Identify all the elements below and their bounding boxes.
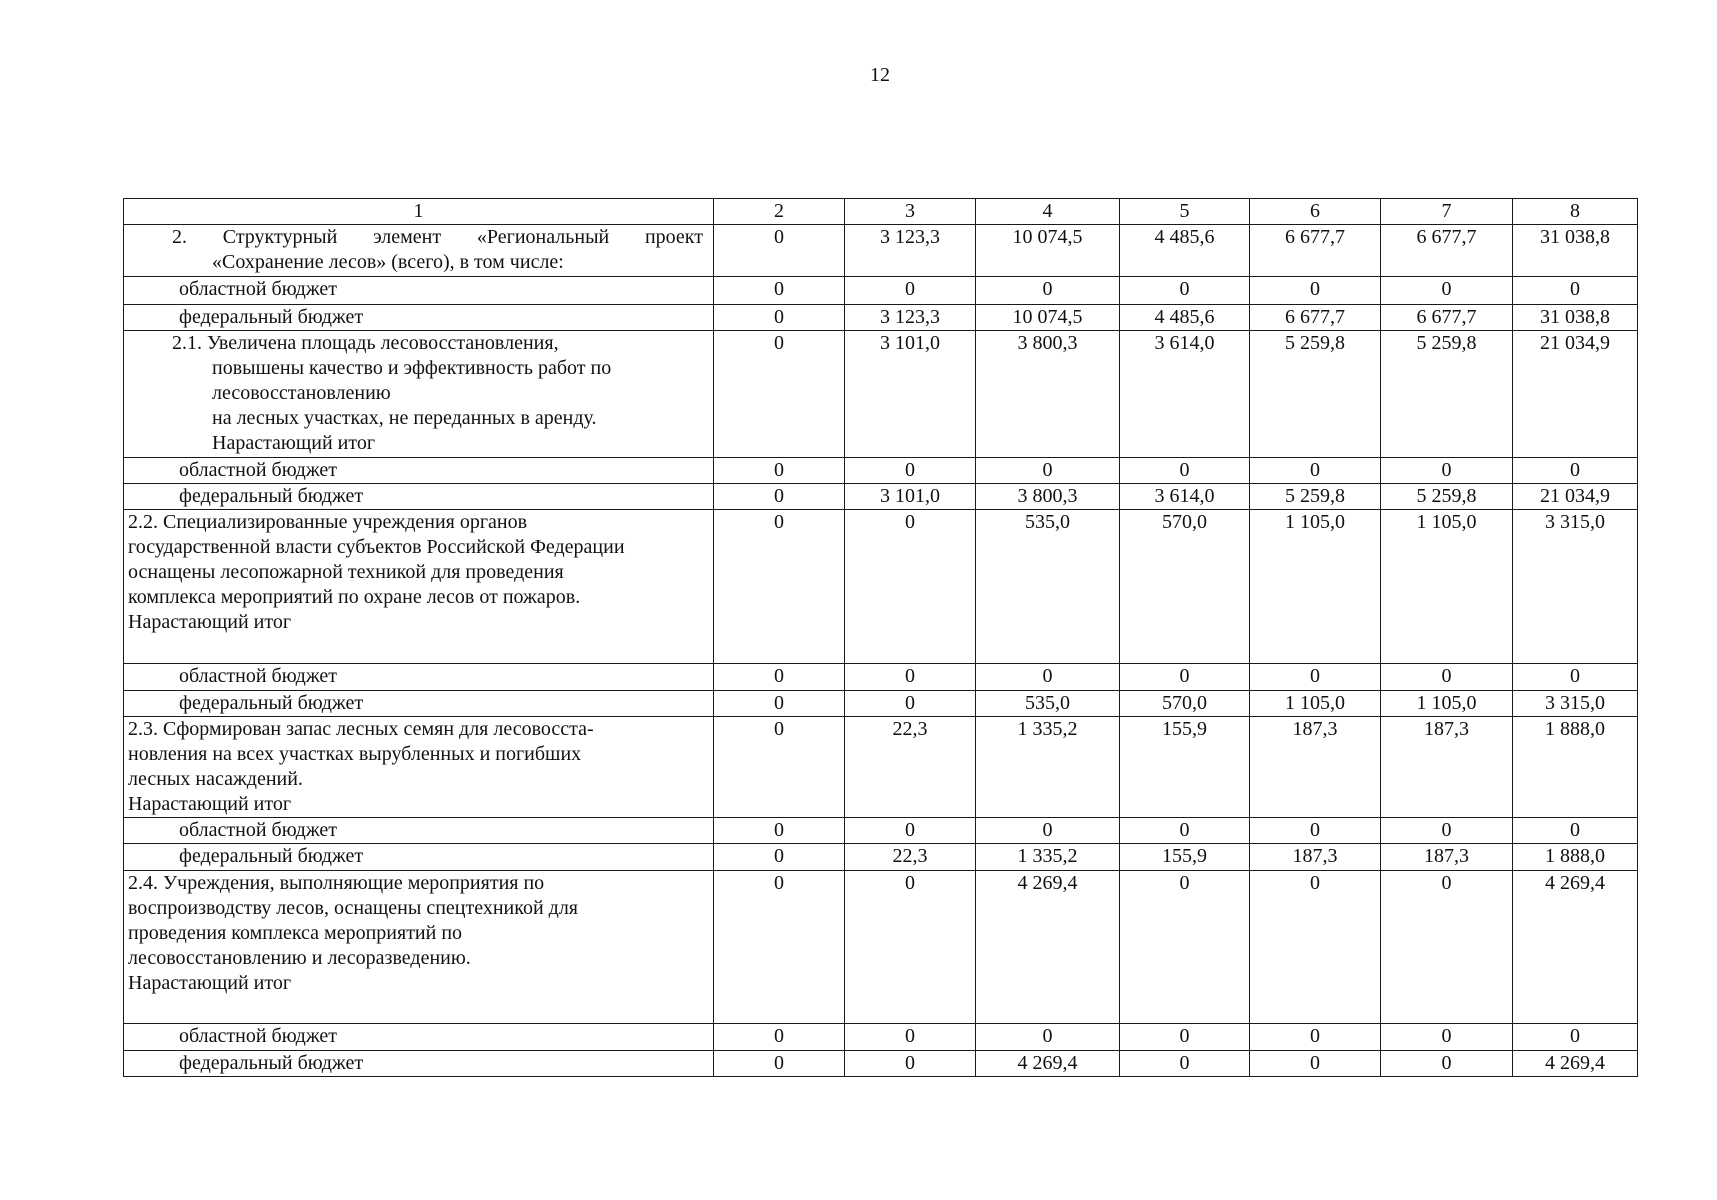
value-cell: 0 xyxy=(976,277,1120,305)
value-cell: 6 677,7 xyxy=(1381,305,1513,331)
value-cell: 1 105,0 xyxy=(1381,510,1513,664)
value-cell: 3 800,3 xyxy=(976,484,1120,510)
budget-source-label: федеральный бюджет xyxy=(124,1051,714,1077)
budget-source-row xyxy=(124,277,1638,305)
value-cell: 535,0 xyxy=(976,510,1120,664)
value-cell: 0 xyxy=(845,818,976,844)
value-cell: 0 xyxy=(1250,1051,1381,1077)
budget-source-row xyxy=(124,484,1638,510)
value-cell: 22,3 xyxy=(845,717,976,818)
budget-source-label: областной бюджет xyxy=(124,1024,714,1051)
value-cell: 0 xyxy=(714,458,845,484)
value-cell: 0 xyxy=(845,1051,976,1077)
value-cell: 0 xyxy=(714,225,845,277)
budget-source-label: федеральный бюджет xyxy=(124,691,714,717)
result-description xyxy=(124,331,714,458)
value-cell: 0 xyxy=(1250,664,1381,691)
value-cell: 3 101,0 xyxy=(845,484,976,510)
structural-element-label xyxy=(124,225,714,277)
value-cell: 0 xyxy=(1513,818,1638,844)
value-cell: 0 xyxy=(976,1024,1120,1051)
page-number: 12 xyxy=(870,64,890,86)
value-cell: 31 038,8 xyxy=(1513,305,1638,331)
value-cell: 0 xyxy=(976,664,1120,691)
value-cell: 0 xyxy=(976,818,1120,844)
value-cell: 5 259,8 xyxy=(1250,484,1381,510)
value-cell: 1 105,0 xyxy=(1250,691,1381,717)
item-row xyxy=(124,510,1638,664)
budget-source-label: областной бюджет xyxy=(124,277,714,305)
budget-source-label: областной бюджет xyxy=(124,458,714,484)
value-cell: 4 269,4 xyxy=(1513,1051,1638,1077)
label-line: 2. Структурный элемент «Региональный проект xyxy=(172,226,703,248)
value-cell: 0 xyxy=(1381,1024,1513,1051)
value-cell: 1 888,0 xyxy=(1513,717,1638,818)
budget-source-label: областной бюджет xyxy=(124,818,714,844)
item-row xyxy=(124,225,1638,277)
value-cell: 0 xyxy=(714,305,845,331)
budget-source-label: федеральный бюджет xyxy=(124,484,714,510)
value-cell: 6 677,7 xyxy=(1250,225,1381,277)
label-line: «Сохранение лесов» (всего), в том числе: xyxy=(212,251,564,273)
value-cell: 0 xyxy=(845,664,976,691)
value-cell: 0 xyxy=(714,331,845,458)
value-cell: 0 xyxy=(1381,1051,1513,1077)
value-cell: 0 xyxy=(1120,1024,1250,1051)
value-cell: 0 xyxy=(845,458,976,484)
column-number-header: 8 xyxy=(1513,199,1638,225)
budget-table xyxy=(123,198,1638,1077)
value-cell: 1 105,0 xyxy=(1250,510,1381,664)
value-cell: 0 xyxy=(845,277,976,305)
value-cell: 0 xyxy=(714,1051,845,1077)
budget-source-row xyxy=(124,458,1638,484)
budget-source-label: федеральный бюджет xyxy=(124,844,714,871)
value-cell: 5 259,8 xyxy=(1381,484,1513,510)
table-header-row xyxy=(124,199,1638,225)
value-cell: 570,0 xyxy=(1120,691,1250,717)
result-description: 2.3. Сформирован запас лесных семян для лесовосста- новления на всех участках вырубленных и погибших лесных насаждений. Нарастающий итог xyxy=(124,717,714,818)
value-cell: 0 xyxy=(845,871,976,1024)
value-cell: 4 269,4 xyxy=(976,871,1120,1024)
result-description: 2.4. Учреждения, выполняющие мероприятия по воспроизводству лесов, оснащены спецтехникой для проведения комплекса мероприятий по лесовосстановлению и лесоразведению. Нарастающий итог xyxy=(124,871,714,1024)
value-cell: 5 259,8 xyxy=(1250,331,1381,458)
value-cell: 0 xyxy=(1250,1024,1381,1051)
budget-source-row xyxy=(124,1051,1638,1077)
value-cell: 0 xyxy=(1250,818,1381,844)
result-description: 2.2. Специализированные учреждения органов государственной власти субъектов Российской Федерации оснащены лесопожарной техникой для проведения комплекса мероприятий по охране лесов от пожаров. Нарастающий итог xyxy=(124,510,714,664)
budget-source-row xyxy=(124,664,1638,691)
value-cell: 10 074,5 xyxy=(976,305,1120,331)
value-cell: 4 485,6 xyxy=(1120,225,1250,277)
value-cell: 0 xyxy=(845,1024,976,1051)
budget-source-row xyxy=(124,818,1638,844)
value-cell: 1 105,0 xyxy=(1381,691,1513,717)
value-cell: 155,9 xyxy=(1120,717,1250,818)
column-number-header: 4 xyxy=(976,199,1120,225)
value-cell: 3 614,0 xyxy=(1120,331,1250,458)
value-cell: 0 xyxy=(714,1024,845,1051)
item-row xyxy=(124,331,1638,458)
column-number-header: 2 xyxy=(714,199,845,225)
value-cell: 31 038,8 xyxy=(1513,225,1638,277)
value-cell: 0 xyxy=(1120,664,1250,691)
value-cell: 0 xyxy=(1513,277,1638,305)
value-cell: 535,0 xyxy=(976,691,1120,717)
column-number-header: 1 xyxy=(124,199,714,225)
column-number-header: 7 xyxy=(1381,199,1513,225)
value-cell: 1 335,2 xyxy=(976,717,1120,818)
value-cell: 5 259,8 xyxy=(1381,331,1513,458)
value-cell: 3 123,3 xyxy=(845,305,976,331)
value-cell: 21 034,9 xyxy=(1513,484,1638,510)
value-cell: 0 xyxy=(1381,818,1513,844)
value-cell: 0 xyxy=(714,871,845,1024)
value-cell: 187,3 xyxy=(1381,844,1513,871)
value-cell: 0 xyxy=(714,844,845,871)
value-cell: 0 xyxy=(714,664,845,691)
value-cell: 22,3 xyxy=(845,844,976,871)
budget-source-row xyxy=(124,1024,1638,1051)
value-cell: 0 xyxy=(714,277,845,305)
value-cell: 0 xyxy=(976,458,1120,484)
value-cell: 0 xyxy=(1250,871,1381,1024)
label-line: 2.1. Увеличена площадь лесовосстановления, xyxy=(172,332,559,354)
value-cell: 0 xyxy=(1250,458,1381,484)
value-cell: 187,3 xyxy=(1250,717,1381,818)
value-cell: 0 xyxy=(845,691,976,717)
value-cell: 6 677,7 xyxy=(1250,305,1381,331)
value-cell: 0 xyxy=(714,818,845,844)
value-cell: 6 677,7 xyxy=(1381,225,1513,277)
budget-source-label: областной бюджет xyxy=(124,664,714,691)
budget-source-label: федеральный бюджет xyxy=(124,305,714,331)
item-row xyxy=(124,717,1638,818)
value-cell: 0 xyxy=(714,691,845,717)
value-cell: 0 xyxy=(1381,664,1513,691)
budget-source-row xyxy=(124,305,1638,331)
value-cell: 10 074,5 xyxy=(976,225,1120,277)
value-cell: 0 xyxy=(1513,1024,1638,1051)
value-cell: 3 614,0 xyxy=(1120,484,1250,510)
value-cell: 0 xyxy=(1513,458,1638,484)
value-cell: 187,3 xyxy=(1250,844,1381,871)
label-continuation: повышены качество и эффективность работ по лесовосстановлению на лесных участках, не переданных в аренду. Нарастающий итог xyxy=(212,357,612,454)
value-cell: 0 xyxy=(1120,818,1250,844)
column-number-header: 6 xyxy=(1250,199,1381,225)
value-cell: 3 800,3 xyxy=(976,331,1120,458)
budget-source-row xyxy=(124,691,1638,717)
value-cell: 0 xyxy=(1513,664,1638,691)
column-number-header: 3 xyxy=(845,199,976,225)
value-cell: 0 xyxy=(1120,871,1250,1024)
value-cell: 4 485,6 xyxy=(1120,305,1250,331)
budget-source-row xyxy=(124,844,1638,871)
value-cell: 1 888,0 xyxy=(1513,844,1638,871)
value-cell: 0 xyxy=(714,510,845,664)
value-cell: 0 xyxy=(1381,277,1513,305)
budget-table-wrapper xyxy=(123,198,1638,1077)
value-cell: 0 xyxy=(714,717,845,818)
value-cell: 3 101,0 xyxy=(845,331,976,458)
value-cell: 0 xyxy=(1381,458,1513,484)
value-cell: 0 xyxy=(1250,277,1381,305)
value-cell: 0 xyxy=(1120,458,1250,484)
value-cell: 4 269,4 xyxy=(976,1051,1120,1077)
value-cell: 3 315,0 xyxy=(1513,510,1638,664)
value-cell: 3 315,0 xyxy=(1513,691,1638,717)
value-cell: 1 335,2 xyxy=(976,844,1120,871)
value-cell: 21 034,9 xyxy=(1513,331,1638,458)
value-cell: 0 xyxy=(1120,277,1250,305)
value-cell: 0 xyxy=(714,484,845,510)
value-cell: 187,3 xyxy=(1381,717,1513,818)
value-cell: 155,9 xyxy=(1120,844,1250,871)
value-cell: 3 123,3 xyxy=(845,225,976,277)
value-cell: 570,0 xyxy=(1120,510,1250,664)
item-row xyxy=(124,871,1638,1024)
column-number-header: 5 xyxy=(1120,199,1250,225)
value-cell: 4 269,4 xyxy=(1513,871,1638,1024)
value-cell: 0 xyxy=(1381,871,1513,1024)
value-cell: 0 xyxy=(845,510,976,664)
value-cell: 0 xyxy=(1120,1051,1250,1077)
